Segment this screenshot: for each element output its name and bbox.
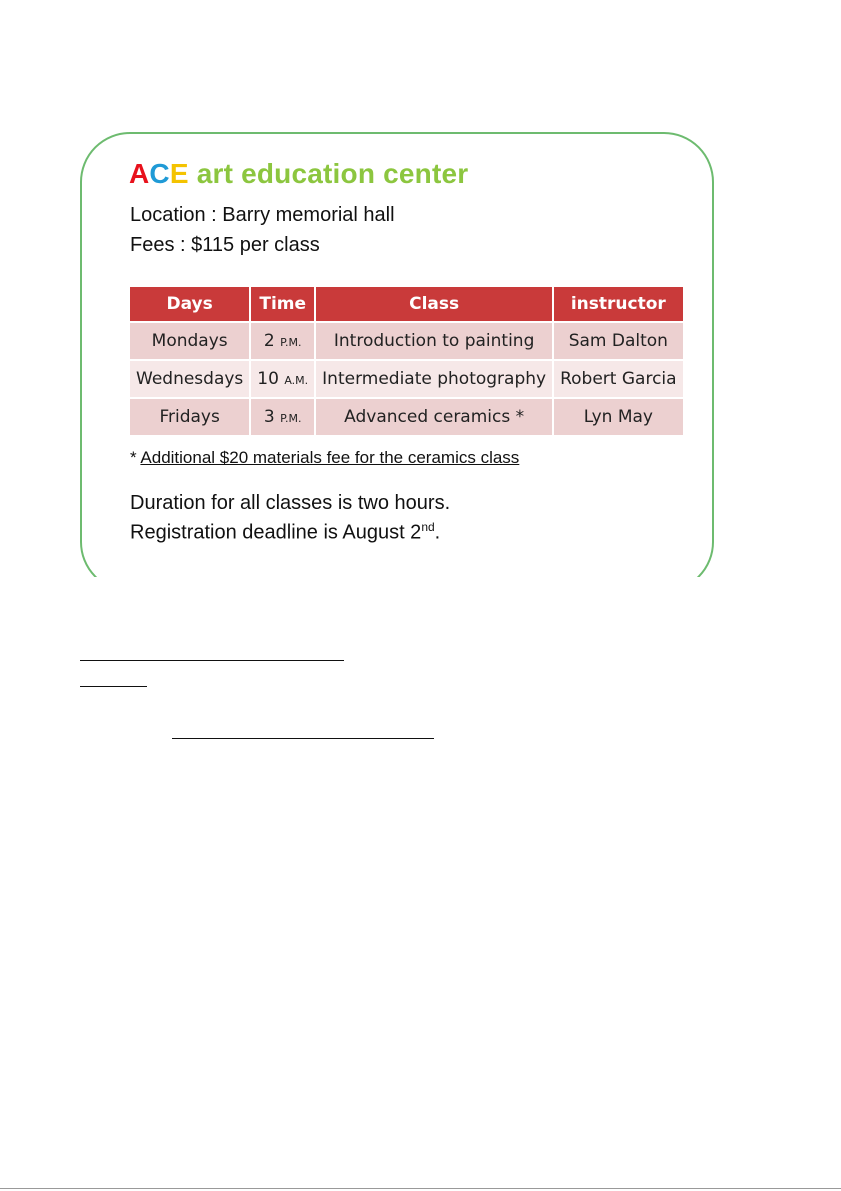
answer-blank-line[interactable] [80, 660, 344, 661]
cell-time [251, 361, 314, 397]
answer-blank-line[interactable] [80, 686, 147, 687]
fees-text: Fees : $115 per class [130, 234, 320, 256]
cell-instructor: Sam Dalton [554, 323, 682, 359]
cell-class: Introduction to painting [316, 323, 552, 359]
table-row [130, 323, 683, 359]
table-row [130, 399, 683, 435]
cell-hour: 2 [263, 331, 275, 351]
title-letter-e: E [169, 158, 189, 189]
table-header-row [130, 287, 683, 321]
header-days: Days [130, 287, 249, 321]
cell-ampm: P.M. [280, 336, 302, 349]
header-instructor: instructor [554, 287, 682, 321]
title-rest: art education center [196, 158, 469, 189]
cell-time [251, 399, 314, 435]
deadline-text [130, 520, 440, 545]
duration-text: Duration for all classes is two hours. [130, 492, 451, 514]
cell-day: Mondays [130, 323, 249, 359]
center-title [129, 158, 468, 190]
header-time: Time [251, 287, 314, 321]
cell-instructor: Robert Garcia [554, 361, 682, 397]
cell-ampm: P.M. [280, 412, 302, 425]
cell-ampm: A.M. [284, 374, 309, 387]
deadline-period: . [434, 521, 441, 544]
answer-blank-line[interactable] [172, 738, 434, 739]
cell-hour: 3 [263, 407, 275, 427]
card-bottom-cutoff [60, 577, 760, 617]
cell-hour: 10 [257, 369, 279, 389]
cell-class: Intermediate photography [316, 361, 552, 397]
cell-class: Advanced ceramics * [316, 399, 552, 435]
cell-instructor: Lyn May [554, 399, 682, 435]
location-text: Location : Barry memorial hall [130, 204, 395, 226]
footnote-marker: * [130, 448, 141, 467]
title-letter-a: A [129, 158, 150, 189]
deadline-main: Registration deadline is August 2 [130, 521, 422, 544]
class-schedule-table [128, 285, 685, 437]
footnote-text: Additional $20 materials fee for the ceramics class [140, 448, 520, 467]
page-bottom-rule [0, 1188, 841, 1189]
title-letter-c: C [149, 158, 170, 189]
header-class: Class [316, 287, 552, 321]
table-row [130, 361, 683, 397]
deadline-ordinal: nd [421, 520, 435, 534]
cell-day: Wednesdays [130, 361, 249, 397]
ceramics-footnote [130, 448, 519, 468]
cell-day: Fridays [130, 399, 249, 435]
cell-time [251, 323, 314, 359]
